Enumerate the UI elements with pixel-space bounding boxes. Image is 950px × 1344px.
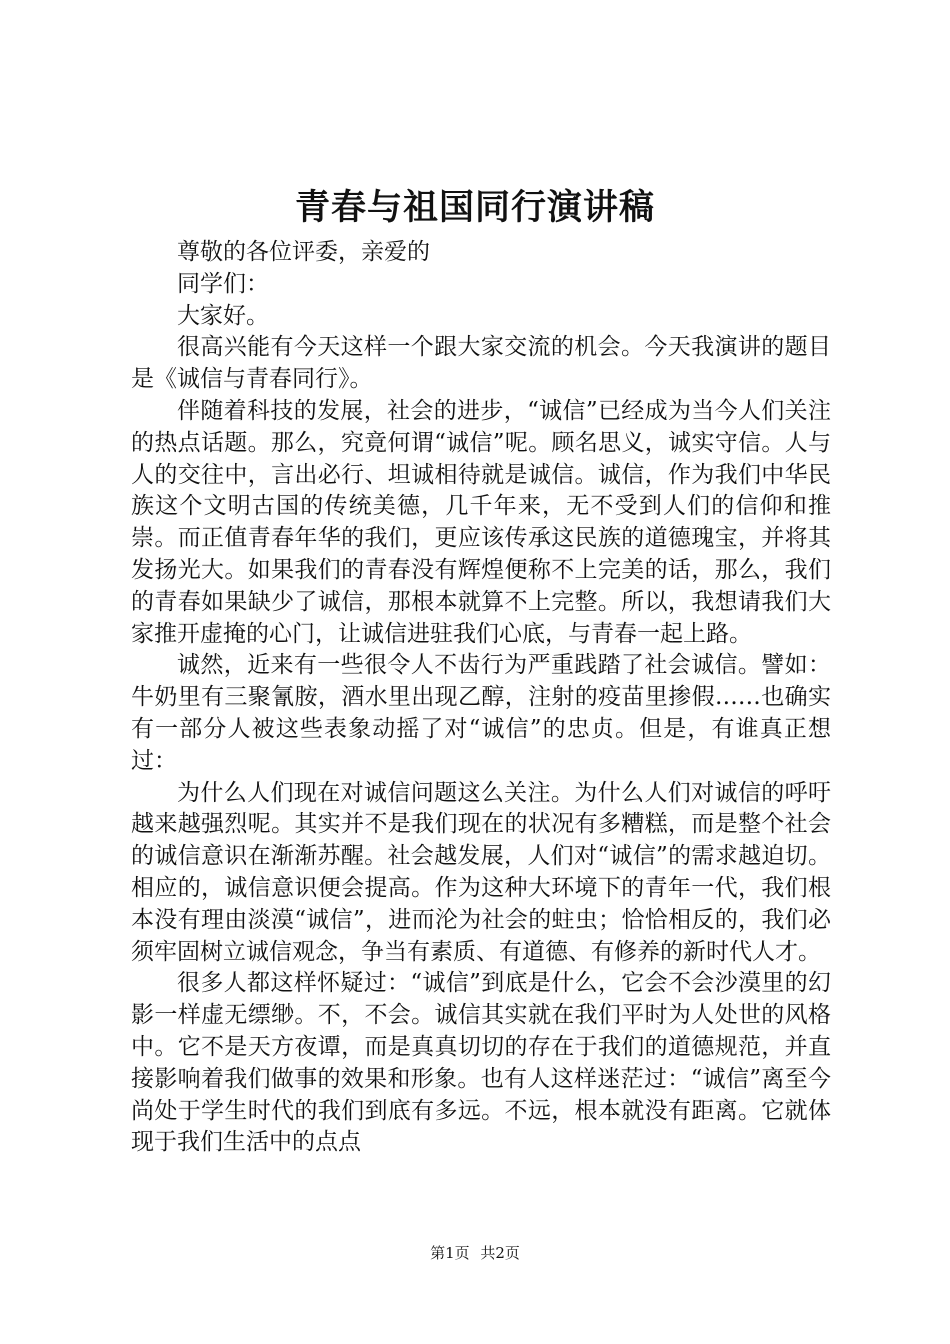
paragraph-salutation: 尊敬的各位评委，亲爱的 xyxy=(177,239,430,265)
paragraph-body: 诚然，近来有一些很令人不齿行为严重践踏了社会诚信。譬如：牛奶里有三聚氰胺，酒水里出现乙醇，注射的疫苗里掺假……也确实有一部分人被这些表象动摇了对“诚信”的忠贞。但是，有谁真正想过： xyxy=(131,652,831,774)
paragraph-body: 为什么人们现在对诚信问题这么关注。为什么人们对诚信的呼吁越来越强烈呢。其实并不是我们现在的状况有多糟糕，而是整个社会的诚信意识在渐渐苏醒。社会越发展，人们对“诚信”的需求越迫切。相应的，诚信意识便会提高。作为这种大环境下的青年一代，我们根本没有理由淡漠“诚信”，进而沦为社会的蛀虫；恰恰相反的，我们必须牢固树立诚信观念，争当有素质、有道德、有修养的新时代人才。 xyxy=(131,779,831,965)
document-body xyxy=(131,237,831,1159)
paragraph-salutation-cont: 同学们： xyxy=(177,270,269,297)
page-total: 共2页 xyxy=(480,1244,520,1262)
paragraph-body: 伴随着科技的发展，社会的进步，“诚信”已经成为当今人们关注的热点话题。那么，究竟何谓“诚信”呢。顾名思义，诚实守信。人与人的交往中，言出必行、坦诚相待就是诚信。诚信，作为我们中华民族这个文明古国的传统美德，几千年来，无不受到人们的信仰和推崇。而正值青春年华的我们，更应该传承这民族的道德瑰宝，并将其发扬光大。如果我们的青春没有辉煌便称不上完美的话，那么，我们的青春如果缺少了诚信，那根本就算不上完整。所以，我想请我们大家推开虚掩的心门，让诚信进驻我们心底，与青春一起上路。 xyxy=(131,397,831,647)
page-number: 第1页 xyxy=(430,1244,470,1262)
page-footer xyxy=(0,1243,950,1263)
document-title: 青春与祖国同行演讲稿 xyxy=(294,187,655,228)
paragraph-intro: 很高兴能有今天这样一个跟大家交流的机会。今天我演讲的题目是《诚信与青春同行》。 xyxy=(131,334,831,393)
paragraph-greeting: 大家好。 xyxy=(177,302,269,329)
paragraph-body: 很多人都这样怀疑过：“诚信”到底是什么，它会不会沙漠里的幻影一样虚无缥缈。不，不会。诚信其实就在我们平时为人处世的风格中。它不是天方夜谭，而是真真切切的存在于我们的道德规范，并直接影响着我们做事的效果和形象。也有人这样迷茫过：“诚信”离至今尚处于学生时代的我们到底有多远。不远，根本就没有距离。它就体现于我们生活中的点点 xyxy=(131,970,831,1156)
